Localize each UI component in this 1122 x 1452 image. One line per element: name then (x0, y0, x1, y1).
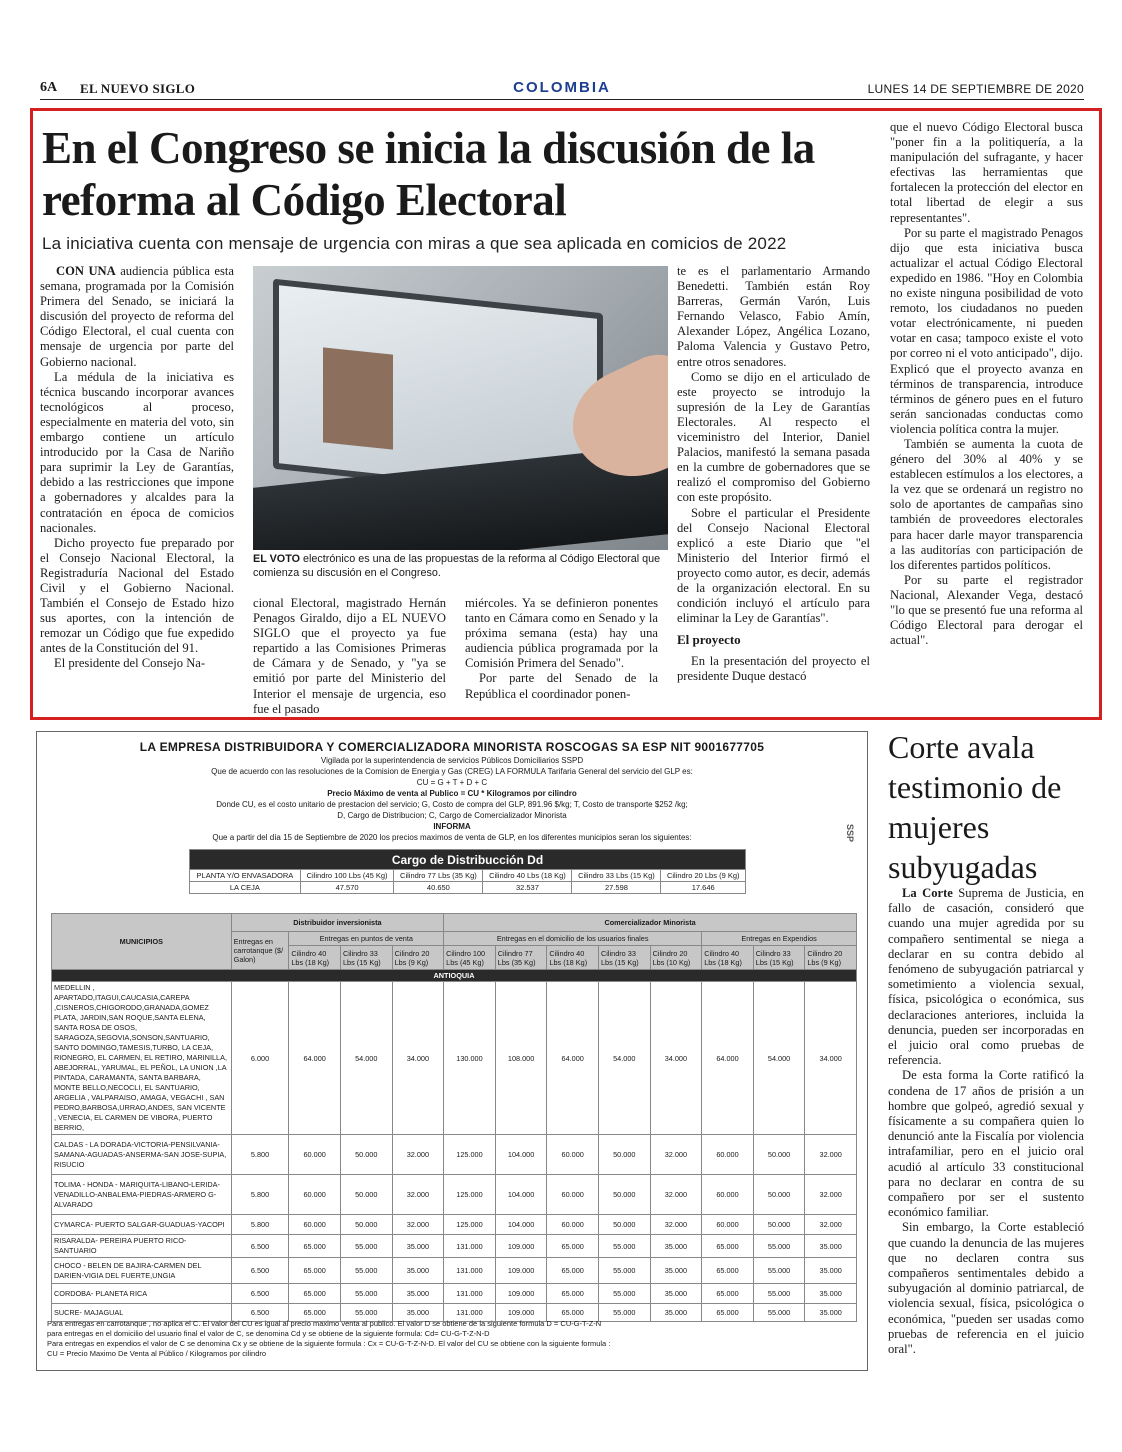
price-cell: 32.000 (650, 1215, 702, 1235)
price-cell: 35.000 (650, 1258, 702, 1284)
price-cell: 60.000 (289, 1135, 341, 1175)
price-cell: 50.000 (599, 1175, 651, 1215)
ad-line: Precio Máximo de venta al Publico = CU * Kilogramos por cilindro (327, 789, 577, 798)
price-cell: 55.000 (753, 1235, 805, 1258)
price-cell: 65.000 (289, 1304, 341, 1322)
price-cell: 55.000 (599, 1235, 651, 1258)
paragraph-text: Suprema de Justicia, en fallo de casación, consideró que cuando una mujer agredida por su compañero sentimental se niega a declarar en su contra debido al fenómeno de subyugación patriarcal y sometimiento a violencia sexual, física, psicológica o económica, sus declaraciones anteriores, incluida la denuncia, pueden ser incorporadas en el juicio oral como pruebas de referencia. (888, 886, 1084, 1068)
price-cell: 131.000 (444, 1284, 496, 1304)
table-header: Distribuidor inversionista (231, 914, 444, 932)
price-cell: 131.000 (444, 1235, 496, 1258)
paragraph: La médula de la iniciativa es técnica buscando incorporar avances tecnológicos al proceso, especialmente en materia del voto, sin embargo contiene un artículo introducido por la Casa de Nariño para suprimir la Ley de Garantías, debido a las restricciones que impone a gobernadores y alcaldes para la contratación en época de comicios nacionales. (40, 369, 234, 535)
price-table (51, 913, 857, 1322)
price-cell: 5.800 (231, 1215, 289, 1235)
table-row (52, 1235, 857, 1258)
ad-line: Donde CU, es el costo unitario de prestacion del servicio; G, Costo de compra del GLP, 891.96 $/kg; T, Costo de transporte $252 /kg; (216, 800, 688, 809)
price-cell: 55.000 (340, 1304, 392, 1322)
price-cell: 50.000 (753, 1175, 805, 1215)
ad-line: Que de acuerdo con las resoluciones de la Comision de Energia y Gas (CREG) LA FORMULA Tarifaria General del servicio del GLP es: (211, 767, 693, 776)
price-cell: 50.000 (340, 1175, 392, 1215)
price-cell: 50.000 (753, 1215, 805, 1235)
table-header: Cilindro 40 Lbs (18 Kg) (289, 946, 341, 970)
table-header: Entregas en carrotanque ($/ Galon) (231, 932, 289, 970)
article-column-3 (465, 596, 658, 702)
paragraph: Por su parte el magistrado Penagos dijo que esta iniciativa busca actualizar el actual Código Electoral expedido en 1986. "Hoy en Colombia no existe ninguna posibilidad de voto remoto, los ciudadanos no pueden votar electrónicamente, ni pueden votar en casa; tampoco existe el voto por correo ni el voto anticipado", dijo. Explicó que el proyecto avanza en términos de transparencia, introduce términos de género pues en el futuro serán sancionadas conductas como violencia política contra la mujer. (890, 225, 1083, 436)
price-cell: 65.000 (547, 1304, 599, 1322)
price-cell: 125.000 (444, 1175, 496, 1215)
lead-words: La Corte (902, 886, 953, 900)
price-cell: 32.000 (805, 1215, 857, 1235)
price-cell: 35.000 (805, 1304, 857, 1322)
price-cell: 6.000 (231, 982, 289, 1135)
ad-title: LA EMPRESA DISTRIBUIDORA Y COMERCIALIZADORA MINORISTA ROSCOGAS SA ESP NIT 9001677705 (139, 740, 765, 754)
price-cell: 64.000 (702, 982, 754, 1135)
price-cell: 55.000 (340, 1284, 392, 1304)
price-cell: 54.000 (340, 982, 392, 1135)
price-cell: 55.000 (753, 1284, 805, 1304)
article-subheadline: La iniciativa cuenta con mensaje de urgencia con miras a que sea aplicada en comicios de 2022 (42, 234, 787, 253)
price-cell: 131.000 (444, 1258, 496, 1284)
section-name: COLOMBIA (513, 79, 611, 96)
article-column-1 (40, 264, 234, 672)
region-row: ANTIOQUIA (52, 970, 857, 982)
price-cell: 5.800 (231, 1175, 289, 1215)
article-column-5 (890, 120, 1083, 648)
paragraph: cional Electoral, magistrado Hernán Penagos Giraldo, dijo a EL NUEVO SIGLO que el proyecto ya fue repartido a las Comisiones Primeras de Cámara y de Senado, y "ya se emitió por parte del Ministerio del Interior el mensaje de urgencia, eso fue el pasado (253, 596, 446, 716)
article-column-4 (677, 264, 870, 684)
gas-price-advertisement (36, 731, 868, 1371)
municipality-cell: RISARALDA- PEREIRA PUERTO RICO-SANTUARIO (52, 1235, 232, 1258)
price-cell: 6.500 (231, 1304, 289, 1322)
price-cell: 109.000 (495, 1304, 547, 1322)
price-cell: 32.000 (392, 1175, 444, 1215)
price-cell: 32.000 (392, 1135, 444, 1175)
paragraph: Como se dijo en el articulado de este proyecto se introdujo la supresión de la Ley de Garantías Electorales. Al respecto el viceministro del Interior, Daniel Palacios, manifestó la semana pasada en la cumbre de gobernadores que se realizó el compromiso del Gobierno con este propósito. (677, 369, 870, 505)
table-header: Cilindro 33 Lbs (15 Kg) (599, 946, 651, 970)
price-cell: 32.000 (805, 1135, 857, 1175)
price-cell: 131.000 (444, 1304, 496, 1322)
table-header: Cilindro 40 Lbs (18 Kg) (483, 870, 572, 882)
price-cell: 65.000 (289, 1235, 341, 1258)
price-cell: 35.000 (805, 1258, 857, 1284)
page-header (40, 78, 1084, 100)
table-header: Entregas en el domicilio de los usuarios finales (444, 932, 702, 946)
price-cell: 64.000 (289, 982, 341, 1135)
price-cell: 35.000 (650, 1284, 702, 1304)
municipality-cell: CHOCO - BELEN DE BAJIRA-CARMEN DEL DARIEN-VIGIA DEL FUERTE,UNGIA (52, 1258, 232, 1284)
price-cell: 55.000 (599, 1258, 651, 1284)
price-cell: 32.000 (392, 1215, 444, 1235)
price-cell: 65.000 (702, 1284, 754, 1304)
price-cell: 50.000 (753, 1135, 805, 1175)
price-cell: 34.000 (392, 982, 444, 1135)
price-cell: 65.000 (702, 1235, 754, 1258)
photo-portrait (323, 347, 393, 449)
table-cell: LA CEJA (190, 882, 301, 894)
price-cell: 54.000 (753, 982, 805, 1135)
table-row (52, 1215, 857, 1235)
price-cell: 50.000 (599, 1215, 651, 1235)
price-cell: 104.000 (495, 1175, 547, 1215)
paragraph-text: audiencia pública esta semana, programada por la Comisión Primera del Senado, se iniciará la discusión del proyecto de reforma del Código Electoral, el cual cuenta con mensaje de urgencia por parte del Gobierno nacional. (40, 264, 235, 369)
sidebar-headline: Corte avala testimonio de mujeres subyugadas (888, 729, 1062, 885)
ad-formula: CU = G + T + D + C (416, 778, 488, 787)
article-subheading: El proyecto (677, 632, 741, 648)
table-title: Cargo de Distribucción Dd (190, 850, 746, 870)
table-header: Cilindro 100 Lbs (45 Kg) (300, 870, 394, 882)
municipality-cell: SUCRE- MAJAGUAL (52, 1304, 232, 1322)
sspd-logo: SSP (845, 824, 855, 843)
price-cell: 34.000 (805, 982, 857, 1135)
price-cell: 6.500 (231, 1235, 289, 1258)
article-column-2 (253, 596, 446, 717)
paragraph: Sin embargo, la Corte estableció que cuando la denuncia de las mujeres que no declaren contra sus compañeros sentimentales debido a subyugación al dominio patriarcal, de violencia sexual, física, psicológica o económica, "pueden ser usadas como pruebas de referencia en el juicio oral". (888, 1220, 1084, 1357)
municipality-cell: MEDELLIN , APARTADO,ITAGUI,CAUCASIA,CAREPA ,CISNEROS,CHIGORODO,GRANADA,GOMEZ PLATA, JARDIN,SAN ROQUE,SANTA ELENA, SANTA ROSA DE OSOS, SARAGOZA,SEGOVIA,SONSON,SANTUARIO, SANTO DOMINGO,TAMESIS,TURBO, LA CEJA, RIONEGRO, EL CARMEN, EL RETIRO, MARINILLA, ABEJORRAL, YARUMAL, EL PEÑOL, LA UNION ,LA PINTADA, CARAMANTA, SANTA BARBARA, MONTE BELLO,NECOCLI, EL SANTUARIO, ARGELIA , VALPARAISO, AMAGA, VEGACHI , SAN PEDRO,BARBOSA,URRAO,ANDES, SAN VICENTE , VENECIA, EL CARMEN DE VIBORA, PUERTO BERRIO, (52, 982, 232, 1135)
price-cell: 32.000 (650, 1135, 702, 1175)
voting-machine-photo (253, 266, 668, 550)
table-cell: 47.570 (300, 882, 394, 894)
price-cell: 60.000 (702, 1175, 754, 1215)
table-header: Cilindro 100 Lbs (45 Kg) (444, 946, 496, 970)
price-cell: 50.000 (599, 1135, 651, 1175)
table-header: Cilindro 33 Lbs (15 Kg) (753, 946, 805, 970)
ad-footnote: CU = Precio Maximo De Venta al Público / Kilogramos por cilindro (47, 1349, 267, 1358)
paragraph: De esta forma la Corte ratificó la condena de 17 años de prisión a un hombre que golpeó, agredió sexual y físicamente a su compañera quien lo denunció ante la Fiscalía por violencia intrafamiliar, pero en el juicio oral acudió al artículo 33 constitucional para no declarar en contra de su compañero por ser el sustento económico familiar. (888, 1068, 1084, 1220)
price-cell: 35.000 (650, 1304, 702, 1322)
table-cell: 27.598 (572, 882, 661, 894)
photo-caption (253, 553, 668, 580)
price-cell: 65.000 (289, 1258, 341, 1284)
price-cell: 65.000 (547, 1284, 599, 1304)
price-cell: 6.500 (231, 1258, 289, 1284)
lead-words: CON UNA (56, 264, 116, 278)
paragraph: En la presentación del proyecto el presidente Duque destacó (677, 654, 870, 684)
price-cell: 35.000 (392, 1258, 444, 1284)
price-cell: 32.000 (805, 1175, 857, 1215)
article-headline: En el Congreso se inicia la discusión de la reforma al Código Electoral (42, 123, 815, 225)
table-header: Cilindro 20 Lbs (10 Kg) (650, 946, 702, 970)
paragraph: que el nuevo Código Electoral busca "poner fin a la politiquería, a la manipulación del sufragante, y hacer efectivas las herramientas que fortalecen la protección del elector en total libertad de elegir a sus representantes". (890, 120, 1083, 225)
price-cell: 60.000 (547, 1175, 599, 1215)
price-cell: 50.000 (340, 1215, 392, 1235)
ad-footnote: Para entregas en carrotanque , no aplica el C. El valor del CU es igual al precio maximo venta al publico. El valor D se obtiene de la siguiente formula D = CU-G-T-Z-N (47, 1319, 602, 1328)
price-cell: 55.000 (753, 1304, 805, 1322)
price-cell: 60.000 (289, 1175, 341, 1215)
caption-text: electrónico es una de las propuestas de la reforma al Código Electoral que comienza su discusión en el Congreso. (253, 553, 661, 579)
table-header: Cilindro 20 Lbs (9 Kg) (392, 946, 444, 970)
price-cell: 108.000 (495, 982, 547, 1135)
table-row (52, 1135, 857, 1175)
table-row (52, 1258, 857, 1284)
paragraph: te es el parlamentario Armando Benedetti. También están Roy Barreras, Germán Varón, Luis Fernando Velasco, Fabio Amín, Alexander López, Angélica Lozano, Paloma Valencia y Gustavo Petro, entre otros senadores. (677, 264, 870, 369)
table-header: Cilindro 77 Lbs (35 Kg) (394, 870, 483, 882)
table-header: Cilindro 20 Lbs (9 Kg) (661, 870, 746, 882)
price-cell: 60.000 (547, 1215, 599, 1235)
price-cell: 54.000 (599, 982, 651, 1135)
price-cell: 55.000 (340, 1258, 392, 1284)
price-cell: 35.000 (805, 1284, 857, 1304)
table-header: Cilindro 33 Lbs (15 Kg) (340, 946, 392, 970)
paragraph: Dicho proyecto fue preparado por el Consejo Nacional Electoral, la Registraduría Nacional del Estado Civil y el Gobierno Nacional. También el Consejo de Estado hizo sus aportes, con la intención de remozar un Código que fue expedido antes de la Constitución del 91. (40, 535, 234, 656)
table-cell: 17.646 (661, 882, 746, 894)
price-cell: 109.000 (495, 1258, 547, 1284)
paragraph: Por parte del Senado de la República el coordinador ponen- (465, 671, 658, 701)
price-cell: 35.000 (392, 1235, 444, 1258)
price-cell: 60.000 (547, 1135, 599, 1175)
publication-name: EL NUEVO SIGLO (80, 81, 196, 96)
distribution-charge-table (189, 849, 746, 894)
table-header: Comercializador Minorista (444, 914, 857, 932)
municipality-cell: CORDOBA- PLANETA RICA (52, 1284, 232, 1304)
paragraph (40, 264, 234, 370)
table-header: Entregas en puntos de venta (289, 932, 444, 946)
price-cell: 55.000 (753, 1258, 805, 1284)
table-row (52, 1175, 857, 1215)
price-cell: 109.000 (495, 1284, 547, 1304)
table-row (52, 1284, 857, 1304)
ad-footnote: para entregas en el domicilio del usuario final el valor de C, se denomina Cd y se obtiene de la siguiente formula: Cd= CU-G-T-Z-N-D (47, 1329, 490, 1338)
price-cell: 34.000 (650, 982, 702, 1135)
table-header: PLANTA Y/O ENVASADORA (190, 870, 301, 882)
price-cell: 65.000 (702, 1304, 754, 1322)
price-cell: 6.500 (231, 1284, 289, 1304)
table-header: Cilindro 40 Lbs (18 Kg) (547, 946, 599, 970)
municipality-cell: TOLIMA - HONDA - MARIQUITA-LIBANO-LERIDA-VENADILLO-ANBALEMA-PIEDRAS-ARMERO G-ALVARADO (52, 1175, 232, 1215)
ad-line: Que a partir del día 15 de Septiembre de 2020 los precios maximos de venta de GLP, en los diferentes municipios seran los siguientes: (212, 833, 692, 842)
price-cell: 64.000 (547, 982, 599, 1135)
price-cell: 5.800 (231, 1135, 289, 1175)
municipality-cell: CALDAS - LA DORADA-VICTORIA-PENSILVANIA-SAMANA-AGUADAS-ANSERMA-SAN JOSE-SUPIA, RISUCIO (52, 1135, 232, 1175)
price-cell: 125.000 (444, 1215, 496, 1235)
table-header: Cilindro 40 Lbs (18 Kg) (702, 946, 754, 970)
page-number: 6A (40, 80, 58, 95)
paragraph: Por su parte el registrador Nacional, Alexander Vega, destacó "lo que se presentó fue una reforma al Código Electoral para derogar el actual". (890, 572, 1083, 648)
price-cell: 32.000 (650, 1175, 702, 1215)
caption-lead: EL VOTO (253, 553, 300, 565)
price-cell: 60.000 (289, 1215, 341, 1235)
ad-line: Vigilada por la superintendencia de servicios Públicos Domiciliarios SSPD (320, 756, 584, 765)
price-cell: 35.000 (650, 1235, 702, 1258)
municipality-cell: CYMARCA- PUERTO SALGAR-GUADUAS-YACOPI (52, 1215, 232, 1235)
issue-date: LUNES 14 DE SEPTIEMBRE DE 2020 (867, 82, 1084, 96)
table-row (52, 982, 857, 1135)
price-cell: 109.000 (495, 1235, 547, 1258)
price-cell: 125.000 (444, 1135, 496, 1175)
ad-informa: INFORMA (433, 822, 471, 831)
ad-line: D, Cargo de Distribucion; C, Cargo de Comercializador Minorista (337, 811, 567, 820)
price-cell: 60.000 (702, 1135, 754, 1175)
sidebar-article (888, 886, 1084, 1357)
price-cell: 35.000 (392, 1284, 444, 1304)
price-cell: 55.000 (599, 1284, 651, 1304)
paragraph: miércoles. Ya se definieron ponentes tanto en Cámara como en Senado y la próxima semana (esta) hay una audiencia pública programada por la Comisión Primera del Senado". (465, 596, 658, 671)
price-cell: 50.000 (340, 1135, 392, 1175)
table-header: Cilindro 77 Lbs (35 Kg) (495, 946, 547, 970)
paragraph: El presidente del Consejo Na- (54, 656, 206, 671)
table-cell: 32.537 (483, 882, 572, 894)
ad-footnote: Para entregas en expendios el valor de C se denomina Cx y se obtiene de la siguiente formula : Cx = CU-G-T-Z-N-D. El valor del CU se obtiene con la siguiente formula : (47, 1339, 611, 1348)
price-cell: 55.000 (340, 1235, 392, 1258)
price-cell: 65.000 (289, 1284, 341, 1304)
price-cell: 130.000 (444, 982, 496, 1135)
price-cell: 104.000 (495, 1135, 547, 1175)
table-cell: 40.650 (394, 882, 483, 894)
price-cell: 55.000 (599, 1304, 651, 1322)
paragraph: También se aumenta la cuota de género del 30% al 40% y se establecen estímulos a los electores, a la vez que se ordenará un registro no solo de aportantes de campañas sino también de proveedores electorales para hacer darle mayor transparencia a las auditorías con participación de los diferentes partidos políticos. (890, 436, 1083, 572)
paragraph: Sobre el particular el Presidente del Consejo Nacional Electoral explicó a este Diario que "el Ministerio del Interior firmó el proyecto como autor, es decir, además de la organización electoral. En su condición incluyó el artículo para eliminar la Ley de Garantías". (677, 505, 870, 626)
price-cell: 65.000 (702, 1258, 754, 1284)
price-cell: 35.000 (805, 1235, 857, 1258)
table-header: Entregas en Expendios (702, 932, 857, 946)
price-cell: 65.000 (547, 1235, 599, 1258)
table-header: Cilindro 33 Lbs (15 Kg) (572, 870, 661, 882)
table-header: Cilindro 20 Lbs (9 Kg) (805, 946, 857, 970)
table-header: MUNICIPIOS (52, 914, 232, 970)
price-cell: 60.000 (702, 1215, 754, 1235)
price-cell: 35.000 (392, 1304, 444, 1322)
price-cell: 65.000 (547, 1258, 599, 1284)
price-cell: 104.000 (495, 1215, 547, 1235)
